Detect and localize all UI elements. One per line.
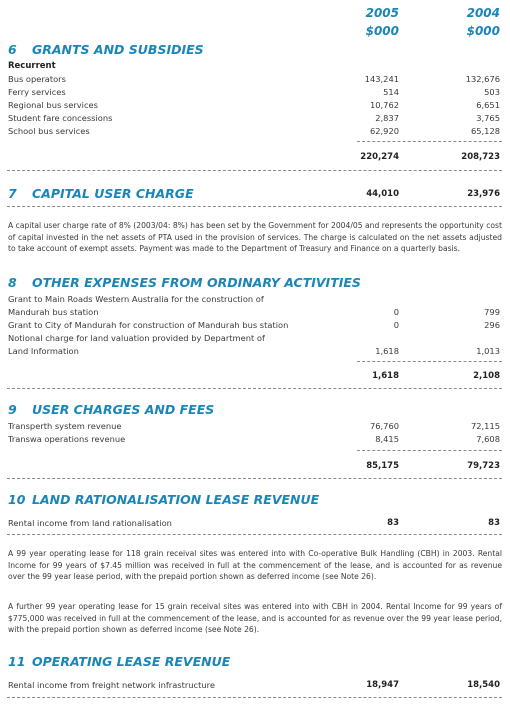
section-divider [7, 206, 502, 207]
subtotal-rule [357, 361, 502, 362]
row-value-2004: 132,676 [465, 74, 500, 84]
section-8-heading [8, 275, 361, 290]
row-label: School bus services [8, 126, 90, 136]
row-value-2005: 1,618 [375, 346, 399, 356]
total-2005: 1,618 [372, 371, 399, 381]
row-value-2004: 3,765 [476, 113, 500, 123]
row-label: Bus operators [8, 74, 66, 84]
col-2004-unit: $000 [466, 24, 500, 38]
row-value-2004: 799 [484, 307, 500, 317]
subtotal-rule [357, 450, 502, 451]
row-label: Mandurah bus station [8, 307, 99, 317]
col-2005-year: 2005 [365, 6, 399, 20]
section-divider [7, 534, 502, 535]
section-10-heading [8, 492, 319, 507]
row-value-2005: 62,920 [369, 126, 399, 136]
row-label: Rental income from freight network infrastructure [8, 680, 215, 690]
paragraph: A 99 year operating lease for 118 grain receival sites was entered into with Co-operative Bulk Handling (CBH) in 2003. Rental Income for 99 years of $7.45 million was received in full at the commencement of the lease, and is accounted for as revenue over the 99 year lease period, with the prepaid portion shown as deferred income (see Note 26). [8, 549, 502, 582]
row-value-2004: 65,128 [470, 126, 500, 136]
col-2005-unit: $000 [365, 24, 399, 38]
value-2004: 23,976 [467, 189, 500, 199]
row-label: Land Information [8, 346, 79, 356]
col-2004-year: 2004 [466, 6, 500, 20]
paragraph: A further 99 year operating lease for 15 grain receival sites was entered into with CBH in 2004. Rental Income for 99 years of $775,000 was received in full at the commencement of the lease, and is accounted for as revenue over the 99 year lease period, with the prepaid portion shown as deferred income (see Note 26). [8, 602, 502, 635]
section-number: 11 [8, 654, 26, 669]
section-number: 7 [8, 186, 17, 201]
total-2004: 2,108 [473, 371, 500, 381]
section-number: 8 [8, 275, 17, 290]
subtotal-rule [357, 141, 502, 142]
row-label: Rental income from land rationalisation [8, 518, 172, 528]
section-6-heading [8, 42, 204, 57]
section-divider [7, 478, 502, 479]
row-value-2005: 514 [383, 87, 399, 97]
row-label: Ferry services [8, 87, 66, 97]
subheading-recurrent: Recurrent [8, 61, 56, 71]
section-number: 10 [8, 492, 26, 507]
row-value-2005: 0 [393, 307, 399, 317]
total-2005: 220,274 [360, 152, 399, 162]
value-2005: 18,947 [366, 680, 399, 690]
section-title: OPERATING LEASE REVENUE [32, 654, 231, 669]
row-value-2004: 72,115 [470, 421, 500, 431]
total-2004: 208,723 [461, 152, 500, 162]
row-value-2005: 10,762 [369, 100, 399, 110]
total-2005: 85,175 [366, 461, 399, 471]
value-2004: 18,540 [467, 680, 500, 690]
total-2004: 79,723 [467, 461, 500, 471]
row-value-2004: 1,013 [476, 346, 500, 356]
row-value-2005: 2,837 [375, 113, 399, 123]
section-number: 6 [8, 42, 17, 57]
value-2005: 83 [387, 518, 399, 528]
row-label: Grant to City of Mandurah for construction of Mandurah bus station [8, 320, 289, 330]
paragraph: A capital user charge rate of 8% (2003/04: 8%) has been set by the Government for 2004/05 and represents the opportunity cost of capital invested in the net assets of PTA used in the provision of services. The charge is calculated on the net assets adjusted to take account of exempt assets. Payment was made to the Department of Treasury and Finance on a quarterly basis. [8, 221, 502, 254]
section-7-heading [8, 186, 194, 201]
row-value-2005: 8,415 [375, 434, 399, 444]
row-label: Regional bus services [8, 100, 98, 110]
section-title: CAPITAL USER CHARGE [32, 186, 194, 201]
row-value-2005: 143,241 [364, 74, 399, 84]
value-2004: 83 [488, 518, 500, 528]
value-2005: 44,010 [366, 189, 399, 199]
section-divider [7, 388, 502, 389]
row-label: Transwa operations revenue [8, 434, 126, 444]
row-label: Transperth system revenue [8, 421, 122, 431]
row-value-2004: 6,651 [476, 100, 500, 110]
row-label: Student fare concessions [8, 113, 113, 123]
row-value-2004: 296 [484, 320, 500, 330]
row-value-2004: 503 [484, 87, 500, 97]
section-title: OTHER EXPENSES FROM ORDINARY ACTIVITIES [32, 275, 361, 290]
row-value-2005: 76,760 [369, 421, 399, 431]
section-title: LAND RATIONALISATION LEASE REVENUE [32, 492, 320, 507]
row-label: Notional charge for land valuation provided by Department of [8, 333, 265, 343]
row-value-2004: 7,608 [476, 434, 500, 444]
section-number: 9 [8, 402, 17, 417]
section-title: USER CHARGES AND FEES [32, 402, 215, 417]
row-value-2005: 0 [393, 320, 399, 330]
section-divider [7, 170, 502, 171]
section-title: GRANTS AND SUBSIDIES [32, 42, 204, 57]
row-label: Grant to Main Roads Western Australia for the construction of [8, 294, 264, 304]
section-9-heading [8, 402, 214, 417]
section-11-heading [8, 654, 230, 669]
section-divider [7, 697, 502, 698]
